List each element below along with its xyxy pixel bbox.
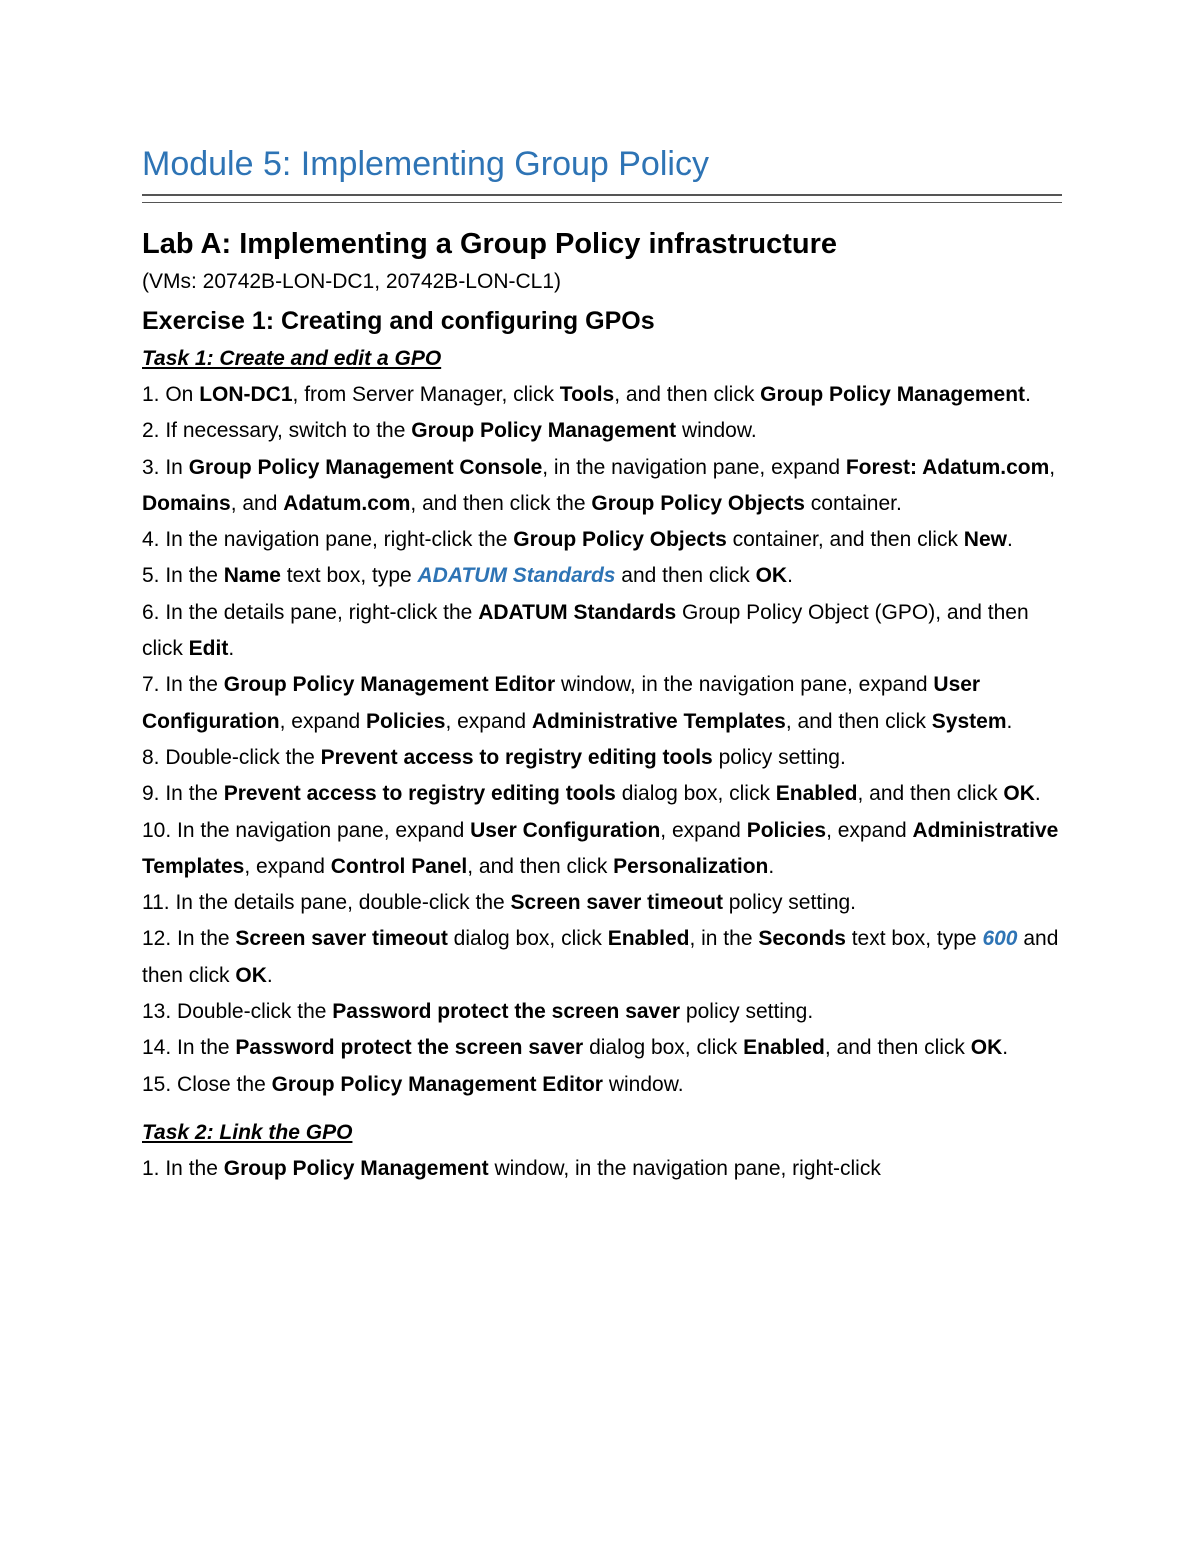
step-item: [142, 921, 1062, 994]
step-item: [142, 377, 1062, 413]
step-text: .: [228, 637, 235, 661]
bold-term: Screen saver timeout: [510, 891, 723, 915]
step-item: [142, 413, 1062, 449]
task-1-title: Task 1: Create and edit a GPO: [142, 347, 442, 370]
bold-term: Prevent access to registry editing tools: [320, 745, 713, 769]
step-text: 4. In the navigation pane, right-click the: [142, 528, 514, 552]
bold-term: OK: [755, 564, 788, 588]
step-text: dialog box, click: [583, 1036, 744, 1060]
bold-term: Screen saver timeout: [235, 927, 448, 951]
bold-term: Adatum.com: [283, 491, 411, 515]
step-item: [142, 885, 1062, 921]
task-2-section: [142, 1115, 1062, 1187]
bold-term: Edit: [188, 637, 229, 661]
step-text: , expand: [244, 854, 331, 878]
step-text: , in the navigation pane, expand: [542, 455, 846, 479]
step-text: .: [1034, 782, 1041, 806]
bold-term: Control Panel: [330, 854, 468, 878]
bold-term: Password protect the screen saver: [235, 1036, 584, 1060]
bold-term: Enabled: [743, 1036, 825, 1060]
task-2-title: Task 2: Link the GPO: [142, 1120, 353, 1144]
step-text: , and then click: [614, 383, 761, 406]
step-item: [142, 740, 1062, 776]
bold-term: Group Policy Management Console: [188, 455, 543, 479]
bold-term: Group Policy Management Editor: [271, 1072, 603, 1096]
step-text: , and then click: [824, 1036, 971, 1060]
step-text: , expand: [445, 709, 532, 733]
module-title: Module 5: Implementing Group Policy: [142, 145, 709, 183]
step-item: [142, 1151, 1062, 1187]
step-text: policy setting.: [712, 745, 846, 769]
bold-term: User Configuration: [470, 818, 661, 842]
step-text: 1. In the: [142, 1156, 224, 1180]
exercise-title: Exercise 1: Creating and configuring GPOs: [142, 307, 655, 335]
step-item: [142, 558, 1062, 594]
typed-value: 600: [982, 927, 1018, 951]
step-text: 10. In the navigation pane, expand: [142, 818, 471, 842]
step-text: .: [1006, 709, 1013, 733]
step-text: .: [787, 564, 793, 588]
step-text: 1. On: [142, 383, 200, 406]
step-item: [142, 994, 1062, 1030]
step-text: and then click: [142, 927, 1059, 987]
bold-term: Group Policy Management Editor: [223, 673, 556, 697]
step-text: , and then click: [857, 782, 1004, 806]
vms-line: (VMs: 20742B-LON-DC1, 20742B-LON-CL1): [142, 270, 561, 293]
step-text: 11. In the details pane, double-click the: [142, 891, 511, 915]
step-item: [142, 813, 1062, 886]
bold-term: Administrative Templates: [531, 709, 786, 733]
step-text: policy setting.: [722, 891, 857, 915]
bold-term: Name: [223, 564, 281, 588]
step-text: , in the: [689, 927, 759, 951]
title-divider: [142, 194, 1062, 203]
step-text: window.: [676, 419, 757, 443]
bold-term: Enabled: [775, 782, 858, 806]
step-text: dialog box, click: [447, 927, 608, 951]
step-text: , and then click: [467, 854, 614, 878]
step-text: , and then click: [785, 709, 932, 733]
step-item: [142, 1030, 1062, 1066]
bold-term: Tools: [559, 383, 615, 406]
step-text: 8. Double-click the: [142, 745, 321, 769]
step-text: Group Policy Object (GPO), and then click: [142, 600, 1029, 661]
step-text: 15. Close the: [142, 1072, 272, 1096]
step-text: policy setting.: [680, 1000, 814, 1024]
typed-value: ADATUM Standards: [417, 564, 616, 588]
bold-term: Group Policy Objects: [591, 491, 805, 515]
step-text: 3. In: [142, 455, 189, 479]
step-text: , from Server Manager, click: [292, 383, 560, 406]
step-text: 7. In the: [142, 673, 224, 697]
step-item: [142, 1067, 1062, 1103]
bold-term: Prevent access to registry editing tools: [223, 782, 616, 806]
step-item: [142, 522, 1062, 558]
step-text: window, in the navigation pane, right-click: [488, 1156, 881, 1180]
bold-term: Group Policy Objects: [513, 528, 727, 552]
bold-term: Group Policy Management: [760, 383, 1026, 406]
bold-term: Policies: [366, 709, 446, 733]
step-text: dialog box, click: [615, 782, 776, 806]
bold-term: Forest: Adatum.com: [845, 455, 1050, 479]
step-text: , expand: [826, 818, 913, 842]
bold-term: Administrative Templates: [142, 818, 1059, 878]
step-text: , and then click the: [410, 491, 592, 515]
step-text: , expand: [279, 709, 367, 733]
step-text: 6. In the details pane, right-click the: [142, 600, 479, 624]
step-text: .: [768, 854, 775, 878]
step-text: 12. In the: [142, 927, 236, 951]
step-text: 14. In the: [142, 1036, 236, 1060]
bold-term: Policies: [746, 818, 827, 842]
task-1-section: [142, 341, 1062, 1103]
bold-term: New: [963, 528, 1007, 552]
step-text: and then click: [615, 564, 756, 588]
task-2-steps: [142, 1151, 1062, 1187]
step-text: .: [1002, 1036, 1009, 1060]
step-text: ,: [1049, 455, 1056, 479]
bold-term: Enabled: [607, 927, 690, 951]
step-text: .: [1006, 528, 1013, 552]
step-text: 2. If necessary, switch to the: [142, 419, 412, 443]
bold-term: OK: [970, 1036, 1003, 1060]
step-item: [142, 776, 1062, 812]
step-text: container, and then click: [726, 528, 964, 552]
bold-term: User Configuration: [142, 673, 981, 733]
bold-term: OK: [235, 963, 267, 987]
step-text: .: [266, 963, 273, 987]
document-content: [142, 138, 1062, 1187]
bold-term: ADATUM Standards: [478, 600, 677, 624]
step-text: window.: [602, 1072, 684, 1096]
step-text: window, in the navigation pane, expand: [555, 673, 934, 697]
step-text: , and: [230, 491, 284, 515]
bold-term: Personalization: [613, 854, 769, 878]
bold-term: Group Policy Management: [411, 419, 677, 443]
bold-term: System: [931, 709, 1007, 733]
bold-term: LON-DC1: [199, 383, 293, 406]
step-item: [142, 595, 1062, 668]
step-text: text box, type: [845, 927, 983, 951]
task-1-steps: [142, 377, 1062, 1103]
step-text: container.: [804, 491, 902, 515]
bold-term: Group Policy Management: [223, 1156, 489, 1180]
bold-term: Password protect the screen saver: [332, 1000, 681, 1024]
step-text: 5. In the: [142, 564, 224, 588]
step-item: [142, 450, 1062, 523]
step-text: , expand: [660, 818, 747, 842]
bold-term: OK: [1003, 782, 1035, 806]
bold-term: Domains: [142, 491, 231, 515]
lab-title: Lab A: Implementing a Group Policy infrastructure: [142, 228, 838, 260]
step-text: 9. In the: [142, 782, 224, 806]
step-text: text box, type: [280, 564, 418, 588]
step-text: .: [1025, 383, 1031, 406]
step-text: 13. Double-click the: [142, 1000, 333, 1024]
bold-term: Seconds: [758, 927, 846, 951]
step-item: [142, 667, 1062, 740]
